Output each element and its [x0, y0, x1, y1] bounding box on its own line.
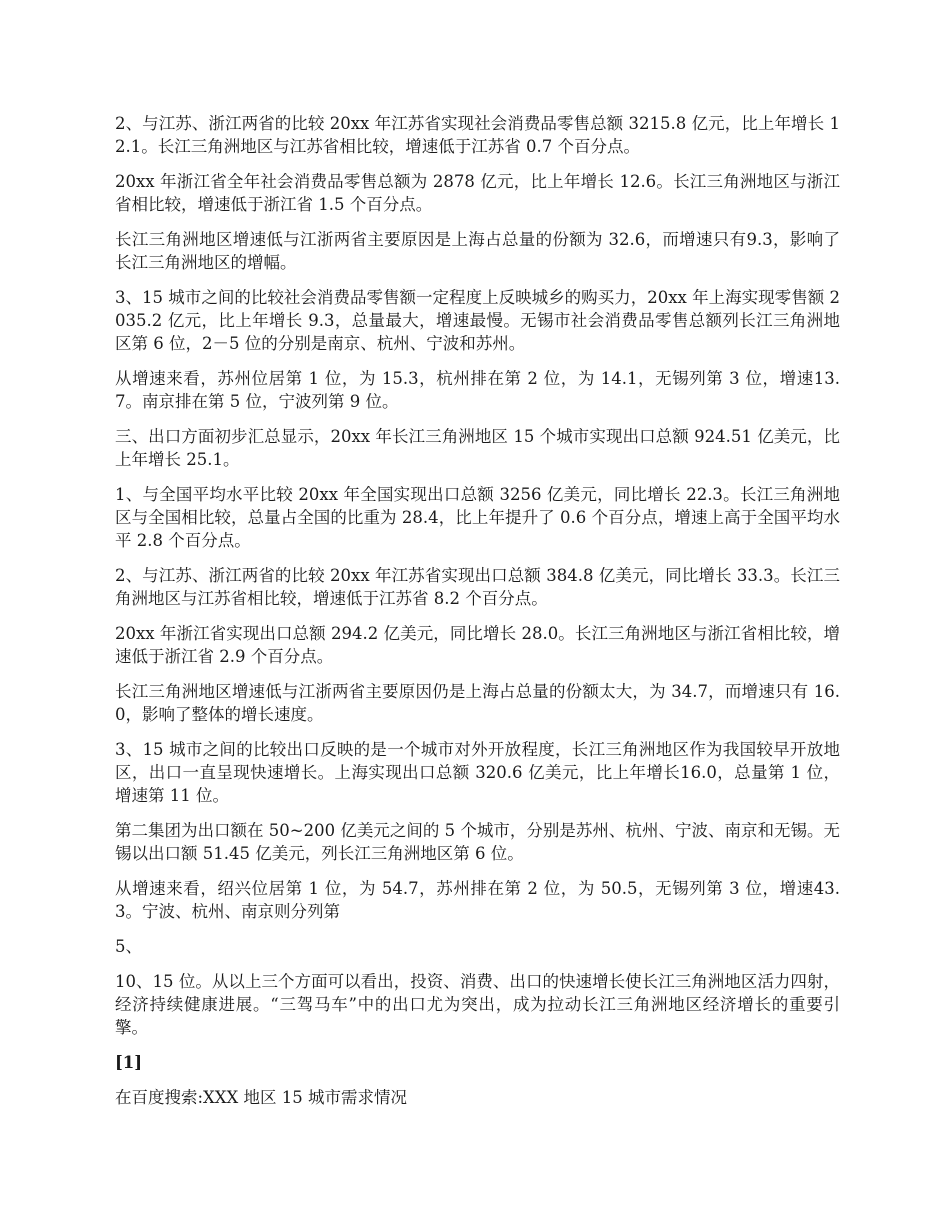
- paragraph: 1、与全国平均水平比较 20xx 年全国实现出口总额 3256 亿美元，同比增长 22.3。长江三角洲地区与全国相比较，总量占全国的比重为 28.4，比上年提升了 0.6 个百分点，增速上高于全国平均水平 2.8 个百分点。: [115, 485, 840, 550]
- paragraph: 5、: [115, 937, 142, 956]
- paragraph: 长江三角洲地区增速低与江浙两省主要原因是上海占总量的份额为 32.6，而增速只有9.3，影响了长江三角洲地区的增幅。: [115, 230, 840, 272]
- paragraph: 第二集团为出口额在 50~200 亿美元之间的 5 个城市，分别是苏州、杭州、宁波、南京和无锡。无锡以出口额 51.45 亿美元，列长江三角洲地区第 6 位。: [115, 821, 840, 863]
- paragraph: 从增速来看，苏州位居第 1 位，为 15.3，杭州排在第 2 位，为 14.1，无锡列第 3 位，增速13.7。南京排在第 5 位，宁波列第 9 位。: [115, 369, 840, 411]
- search-line: 在百度搜索:XXX 地区 15 城市需求情况: [115, 1088, 408, 1107]
- paragraph: 长江三角洲地区增速低与江浙两省主要原因仍是上海占总量的份额太大，为 34.7，而增速只有 16.0，影响了整体的增长速度。: [115, 682, 840, 724]
- section-heading-export: 三、出口方面初步汇总显示，20xx 年长江三角洲地区 15 个城市实现出口总额 924.51 亿美元，比上年增长 25.1。: [115, 427, 840, 469]
- paragraph: 10、15 位。从以上三个方面可以看出，投资、消费、出口的快速增长使长江三角洲地区活力四射，经济持续健康进展。“三驾马车”中的出口尤为突出，成为拉动长江三角洲地区经济增长的重要引擎。: [115, 972, 840, 1037]
- paragraph: 从增速来看，绍兴位居第 1 位，为 54.7，苏州排在第 2 位，为 50.5，无锡列第 3 位，增速43.3。宁波、杭州、南京则分列第: [115, 879, 840, 921]
- paragraph: 3、15 城市之间的比较出口反映的是一个城市对外开放程度，长江三角洲地区作为我国较早开放地区，出口一直呈现快速增长。上海实现出口总额 320.6 亿美元，比上年增长16.0，总量第 1 位，增速第 11 位。: [115, 740, 840, 805]
- paragraph: 2、与江苏、浙江两省的比较 20xx 年江苏省实现出口总额 384.8 亿美元，同比增长 33.3。长江三角洲地区与江苏省相比较，增速低于江苏省 8.2 个百分点。: [115, 566, 840, 608]
- reference-marker: [1]: [115, 1053, 143, 1072]
- paragraph: 20xx 年浙江省实现出口总额 294.2 亿美元，同比增长 28.0。长江三角洲地区与浙江省相比较，增速低于浙江省 2.9 个百分点。: [115, 624, 840, 666]
- paragraph: 3、15 城市之间的比较社会消费品零售额一定程度上反映城乡的购买力，20xx 年上海实现零售额 2035.2 亿元，比上年增长 9.3，总量最大，增速最慢。无锡市社会消费品零售总额列长江三角洲地区第 6 位，2－5 位的分别是南京、杭州、宁波和苏州。: [115, 288, 840, 353]
- paragraph: 20xx 年浙江省全年社会消费品零售总额为 2878 亿元，比上年增长 12.6。长江三角洲地区与浙江省相比较，增速低于浙江省 1.5 个百分点。: [115, 172, 840, 214]
- document-body: [115, 112, 840, 1121]
- paragraph: 2、与江苏、浙江两省的比较 20xx 年江苏省实现社会消费品零售总额 3215.8 亿元，比上年增长 12.1。长江三角洲地区与江苏省相比较，增速低于江苏省 0.7 个百分点。: [115, 114, 840, 156]
